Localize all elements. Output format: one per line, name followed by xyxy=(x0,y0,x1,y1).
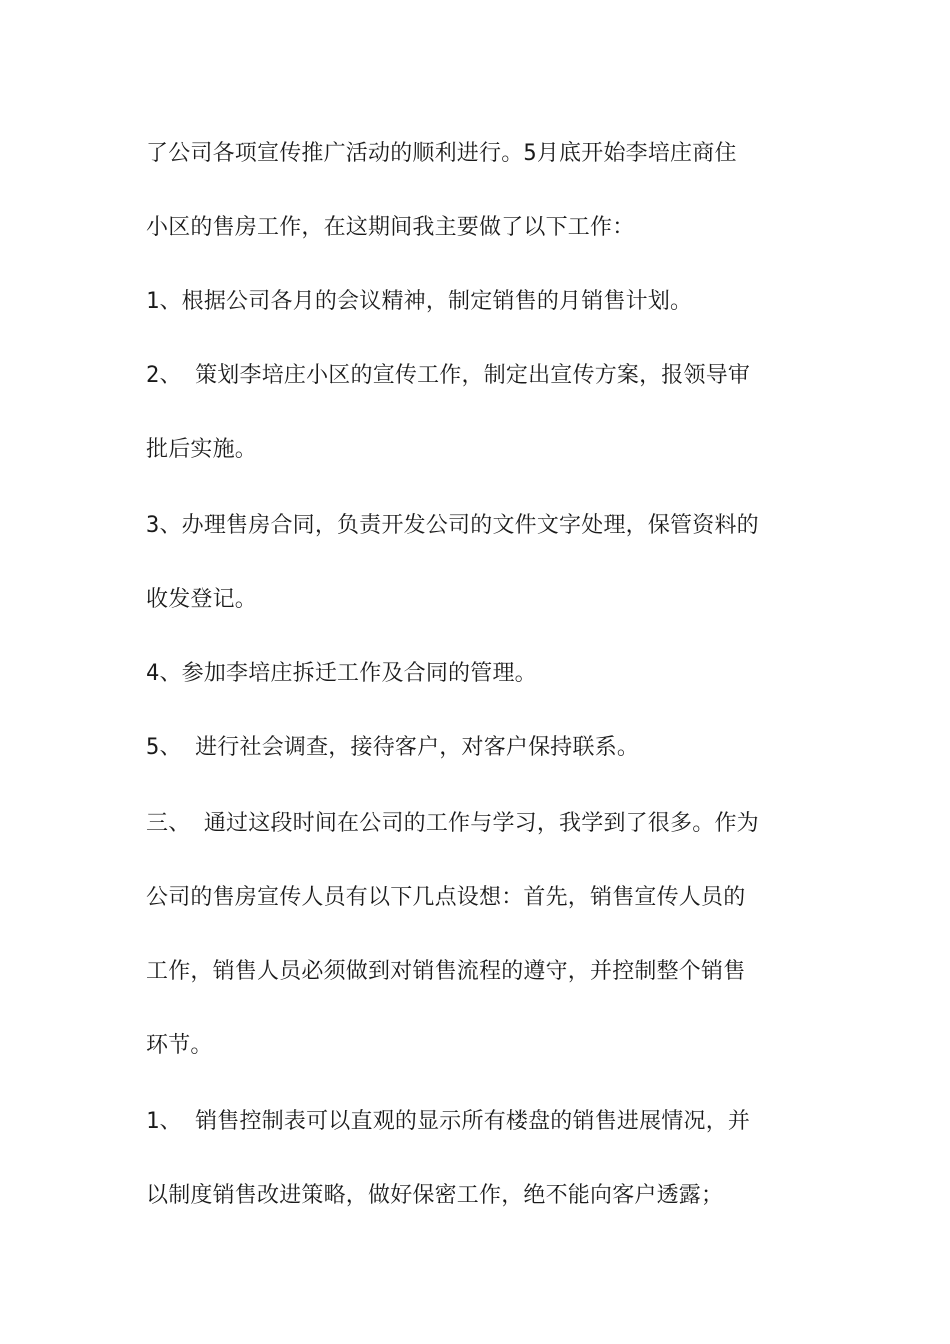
body-text-line: 环节。 xyxy=(146,1033,213,1058)
list-item-5: 5、 进行社会调查，接待客户，对客户保持联系。 xyxy=(146,735,640,760)
list-item-2-continued: 批后实施。 xyxy=(146,437,258,462)
body-text-line: 了公司各项宣传推广活动的顺利进行。5月底开始李培庄商住 xyxy=(146,141,737,166)
body-text-line: 公司的售房宣传人员有以下几点设想：首先，销售宣传人员的 xyxy=(146,885,746,910)
section-three-heading: 三、 通过这段时间在公司的工作与学习，我学到了很多。作为 xyxy=(146,811,759,836)
list-item-4: 4、参加李培庄拆迁工作及合同的管理。 xyxy=(146,661,537,686)
list-item-1: 1、根据公司各月的会议精神，制定销售的月销售计划。 xyxy=(146,289,693,314)
body-text-line: 工作，销售人员必须做到对销售流程的遵守，并控制整个销售 xyxy=(146,959,746,984)
list-item-2: 2、 策划李培庄小区的宣传工作，制定出宣传方案，报领导审 xyxy=(146,363,751,388)
body-text-line: 小区的售房工作，在这期间我主要做了以下工作： xyxy=(146,215,635,240)
list-item-3-continued: 收发登记。 xyxy=(146,587,258,612)
list-item-1b-continued: 以制度销售改进策略，做好保密工作，绝不能向客户透露； xyxy=(146,1183,724,1208)
list-item-1b: 1、 销售控制表可以直观的显示所有楼盘的销售进展情况，并 xyxy=(146,1109,751,1134)
list-item-3: 3、办理售房合同，负责开发公司的文件文字处理，保管资料的 xyxy=(146,513,759,538)
